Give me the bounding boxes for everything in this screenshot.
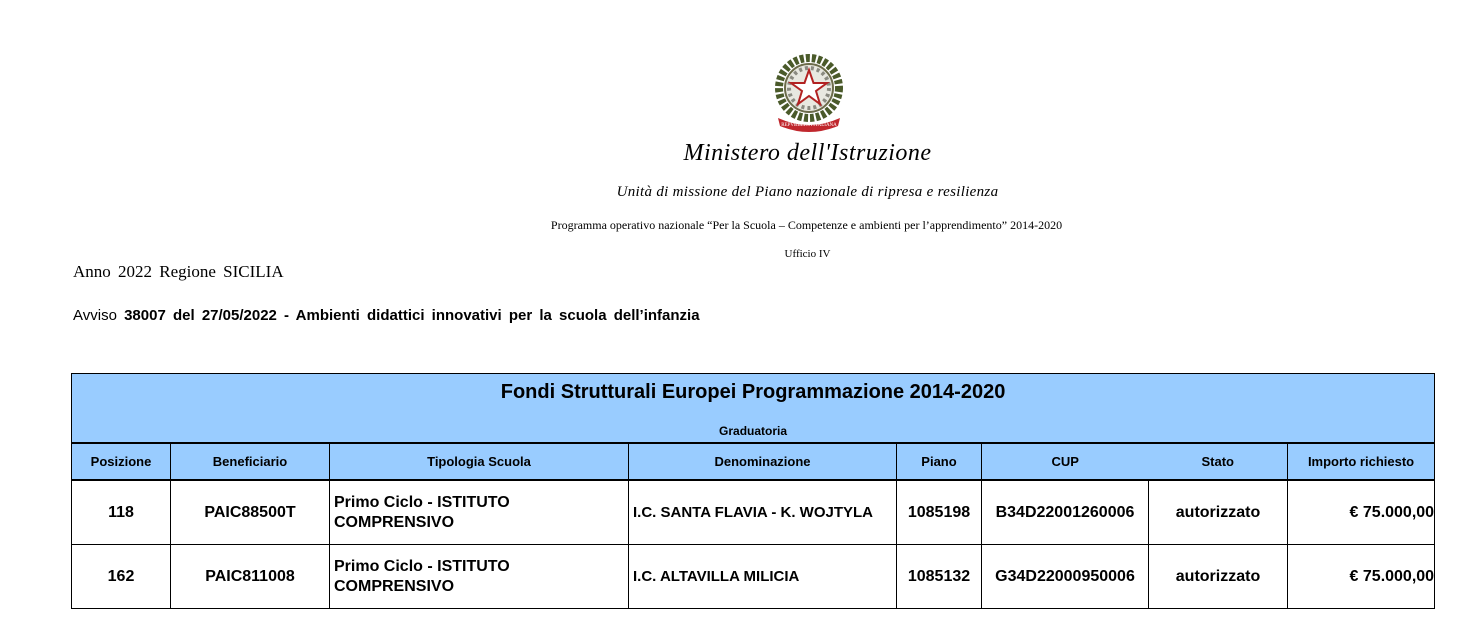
cell-denominazione: I.C. ALTAVILLA MILICIA bbox=[629, 545, 897, 609]
programme-title: Programma operativo nazionale “Per la Scuola – Competenze e ambienti per l’apprendimento” 2014-2020 bbox=[550, 218, 1063, 232]
col-piano: Piano bbox=[897, 443, 982, 480]
cell-beneficiario: PAIC88500T bbox=[171, 480, 330, 545]
ranking-table bbox=[71, 373, 1435, 609]
notice-prefix: Avviso bbox=[73, 307, 117, 324]
year-region: Anno 2022 Regione SICILIA bbox=[73, 262, 284, 281]
cell-piano: 1085198 bbox=[897, 480, 982, 545]
col-beneficiario: Beneficiario bbox=[171, 443, 330, 480]
col-cup: CUP bbox=[982, 443, 1149, 480]
cell-importo: € 75.000,00 bbox=[1288, 545, 1435, 609]
cell-piano: 1085132 bbox=[897, 545, 982, 609]
table-subtitle: Graduatoria bbox=[719, 424, 788, 438]
cell-cup: B34D22001260006 bbox=[982, 480, 1149, 545]
cell-stato: autorizzato bbox=[1149, 545, 1288, 609]
office-label: Ufficio IV bbox=[784, 248, 831, 260]
cell-cup: G34D22000950006 bbox=[982, 545, 1149, 609]
cell-denominazione: I.C. SANTA FLAVIA - K. WOJTYLA bbox=[629, 480, 897, 545]
table-banner bbox=[72, 374, 1435, 444]
emblem-icon bbox=[772, 52, 846, 134]
emblem-lettering: REPVBBLICA ITALIANA bbox=[781, 123, 837, 128]
table-title: Fondi Strutturali Europei Programmazione 2014-2020 bbox=[500, 381, 1006, 403]
cell-posizione: 162 bbox=[72, 545, 171, 609]
table-row bbox=[72, 480, 1435, 545]
table-header-row bbox=[72, 443, 1435, 480]
table-row bbox=[72, 545, 1435, 609]
cell-posizione: 118 bbox=[72, 480, 171, 545]
notice-line bbox=[73, 307, 700, 324]
cell-tipologia: Primo Ciclo - ISTITUTO COMPRENSIVO bbox=[330, 480, 629, 545]
notice-text: 38007 del 27/05/2022 - Ambienti didattici innovativi per la scuola dell’infanzia bbox=[124, 307, 700, 324]
col-importo: Importo richiesto bbox=[1288, 443, 1435, 480]
cell-beneficiario: PAIC811008 bbox=[171, 545, 330, 609]
cell-importo: € 75.000,00 bbox=[1288, 480, 1435, 545]
col-tipologia: Tipologia Scuola bbox=[330, 443, 629, 480]
cell-stato: autorizzato bbox=[1149, 480, 1288, 545]
mission-unit: Unità di missione del Piano nazionale di ripresa e resilienza bbox=[616, 184, 999, 200]
col-posizione: Posizione bbox=[72, 443, 171, 480]
col-denominazione: Denominazione bbox=[629, 443, 897, 480]
cell-tipologia: Primo Ciclo - ISTITUTO COMPRENSIVO bbox=[330, 545, 629, 609]
ministry-title: Ministero dell'Istruzione bbox=[683, 140, 932, 166]
col-stato: Stato bbox=[1149, 443, 1288, 480]
